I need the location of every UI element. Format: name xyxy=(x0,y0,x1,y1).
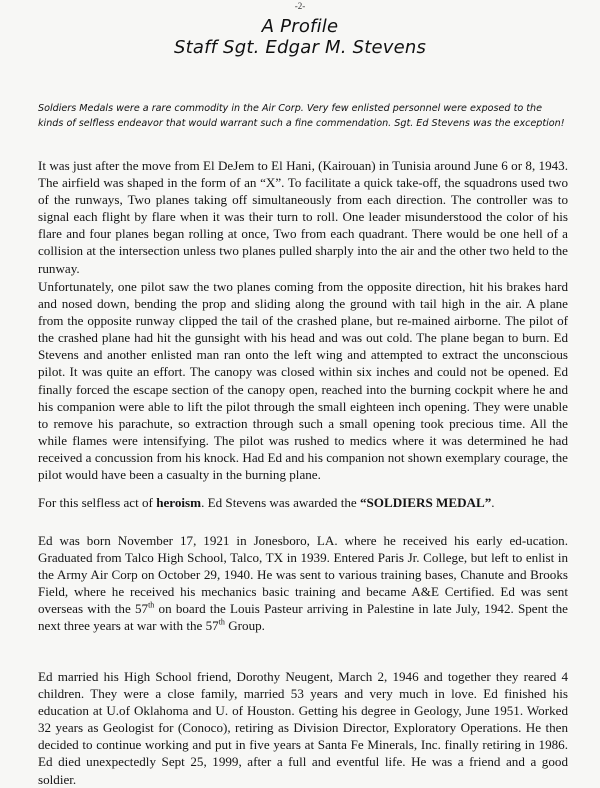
paragraph-award xyxy=(38,494,568,511)
paragraph-later-life: Ed married his High School friend, Dorothy Neugent, March 2, 1946 and together they reared 4 children. They were a close family, married 53 years and very much in love. Ed finished his education at U.of Oklahoma and U. of Houston. Getting his degree in Geology, June 1951. Worked 32 years as Geologist for (Conoco), retiring as Division Director, Exploratory Operations. He then decided to continue working and put in five years at Santa Fe Minerals, Inc. finally retiring in 1986. Ed died unexpectedly Sept 25, 1999, after a full and eventful life. He was a friend and a good soldier. xyxy=(38,669,568,787)
bio-text-c: Group. xyxy=(224,618,265,634)
award-text-e: . xyxy=(491,495,495,510)
title-line-1: A Profile xyxy=(261,16,339,37)
paragraph-biography xyxy=(38,532,568,635)
award-medal-name: “SOLDIERS MEDAL” xyxy=(359,495,492,510)
award-text-c: . Ed Stevens was awarded the xyxy=(201,495,360,510)
bio-text-b: on board the Louis Pasteur arriving in Palestine in late July, 1942. Spent the next three years at war with the 57 xyxy=(38,601,568,634)
title-line-2: Staff Sgt. Edgar M. Stevens xyxy=(173,37,427,58)
paragraph-rescue: Unfortunately, one pilot saw the two planes coming from the opposite direction, hit his brakes hard and nosed down, bending the prop and sliding along the ground with tail high in the air. A plane from the opposite runway clipped the tail of the crashed plane, but re-mained airborne. The pilot of the crashed plane had hit the gunsight with his head and was out cold. The plane began to burn. Ed Stevens and another enlisted man ran onto the left wing and attempted to extract the unconscious pilot. It was quite an effort. The canopy was closed within six inches and could not be opened. Ed finally forced the escape section of the canopy open, reached into the burning cockpit where he and his companion were able to lift the pilot through the small eighteen inch opening. They were unable to remove his parachute, so extraction through such a small opening took precious time. All the while flames were intensifying. The pilot was rushed to medics where it was determined he had received a concussion from his knock. Had Ed and his companion not shown exemplary courage, the pilot would have been a casualty in the burning plane. xyxy=(38,279,568,483)
award-text-a: For this selfless act of xyxy=(38,495,157,510)
award-heroism: heroism xyxy=(156,495,202,510)
bio-text-a: Ed was born November 17, 1921 in Jonesboro, LA. where he received his early ed-ucation. Graduated from Talco High School, Talco, TX in 1939. Entered Paris Jr. College, but left to enlist in the Army Air Corp on October 29, 1940. He was sent to various training bases, Chanute and Brooks Field, where he received his mechanics basic training and became A&E Certified. Ed was sent overseas with the 57 xyxy=(38,533,568,617)
intro-text: Soldiers Medals were a rare commodity in the Air Corp. Very few enlisted personnel were exposed to the kinds of selfless endeavor that would warrant such a fine commendation. Sgt. Ed Stevens was the exception! xyxy=(38,103,565,129)
page-number: -2- xyxy=(294,1,306,11)
bio-superscript-2: th xyxy=(218,618,225,628)
paragraph-airfield: It was just after the move from El DeJem to El Hani, (Kairouan) in Tunisia around June 6 or 8, 1943. The airfield was shaped in the form of an “X”. To facilitate a quick take-off, the squadrons used two of the runways, Two planes taking off simultaneously from each direction. The controller was to signal each flight by flare when it was their turn to roll. One leader misunderstood the color of his flare and four planes began rolling at once, Two from each quadrant. There would be one hell of a collision at the intersection unless two planes pulled sharply into the air and the other two held to the runway. xyxy=(38,158,568,276)
bio-superscript-1: th xyxy=(148,601,155,611)
